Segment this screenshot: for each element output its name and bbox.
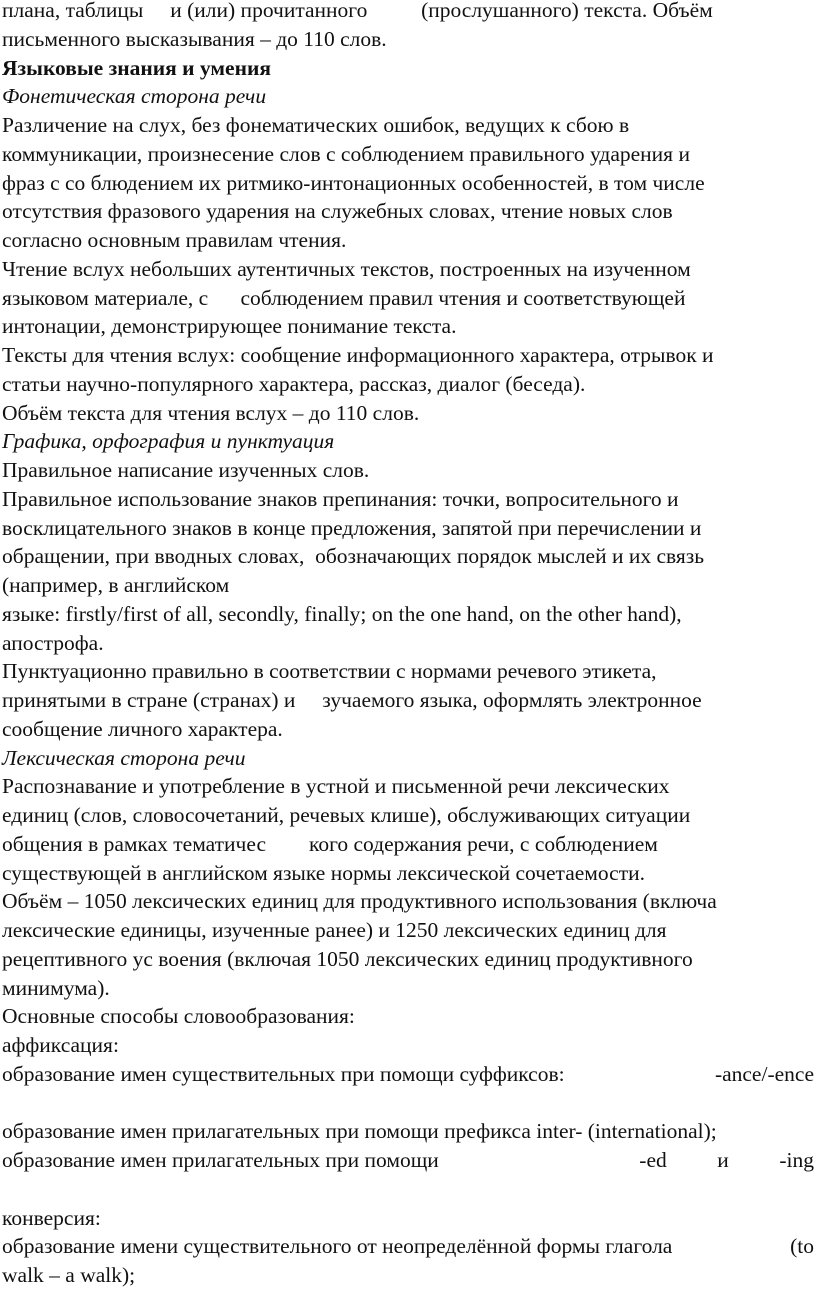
text-line: коммуникации, произнесение слов с соблюдением правильного ударения и xyxy=(2,141,690,166)
text-line: Различение на слух, без фонематических ошибок, ведущих к сбою в xyxy=(2,113,630,137)
text-line: лексические единицы, изученные ранее) и 1250 лексических единиц для xyxy=(2,918,667,942)
subsection-heading: Графика, орфография и пунктуация xyxy=(2,429,335,454)
text-line: восклицательного знаков в конце предложения, запятой при перечислении и xyxy=(2,515,702,540)
text-line: согласно основным правилам чтения. xyxy=(2,228,347,252)
text-line xyxy=(2,1232,814,1261)
text-line: письменного высказывания – до 110 слов. xyxy=(2,26,387,51)
text-line: Чтение вслух небольших аутентичных текстов, построенных на изученном xyxy=(2,256,691,281)
text-line: Объём – 1050 лексических единиц для продуктивного использования (включа xyxy=(2,889,717,914)
subsection-heading: Фонетическая сторона речи xyxy=(2,84,267,109)
text-line: фраз с со блюдением их ритмико-интонационных особенностей, в том числе xyxy=(2,170,705,195)
blank-line xyxy=(2,1175,816,1204)
text-line: существующей в английском языке нормы лексической сочетаемости. xyxy=(2,860,646,885)
blank-line xyxy=(2,1089,816,1118)
text-line: языке: firstly/first of all, secondly, finally; on the one hand, on the other hand), xyxy=(2,601,682,626)
text-fragment: -ed xyxy=(639,1148,667,1172)
text-line: интонации, демонстрирующее понимание текста. xyxy=(2,314,457,339)
text-fragment: (to xyxy=(790,1234,814,1259)
text-line: Объём текста для чтения вслух – до 110 слов. xyxy=(2,400,420,425)
text-line: апострофа. xyxy=(2,630,104,655)
text-fragment: и xyxy=(717,1148,729,1172)
text-fragment: -ing xyxy=(779,1148,814,1172)
text-line: отсутствия фразового ударения на служебных словах, чтение новых слов xyxy=(2,199,673,224)
text-line: единиц (слов, словосочетаний, речевых клише), обслуживающих ситуации xyxy=(2,803,691,827)
text-line: Пунктуационно правильно в соответствии с нормами речевого этикета, xyxy=(2,659,657,684)
text-line: общения в рамках тематичес кого содержания речи, с соблюдением xyxy=(2,831,658,856)
text-line: статьи научно-популярного характера, рассказ, диалог (беседа). xyxy=(2,371,586,396)
text-line xyxy=(2,1146,814,1175)
text-fragment: образование имени существительного от неопределённой формы глагола xyxy=(2,1234,673,1259)
text-line: (например, в английском xyxy=(2,573,230,597)
text-line: Правильное использование знаков препинания: точки, вопросительного и xyxy=(2,486,679,511)
text-fragment: образование имен существительных при помощи суффиксов: xyxy=(2,1061,565,1086)
text-line: плана, таблицы и (или) прочитанного (прослушанного) текста. Объём xyxy=(2,0,713,22)
text-line: рецептивного ус воения (включая 1050 лексических единиц продуктивного xyxy=(2,946,693,971)
section-heading: Языковые знания и умения xyxy=(2,55,271,80)
text-line: языковом материале, с соблюдением правил чтения и соответствующей xyxy=(2,285,686,310)
text-line: Распознавание и употребление в устной и письменной речи лексических xyxy=(2,774,670,799)
subsection-heading: Лексическая сторона речи xyxy=(2,745,246,770)
text-line: принятыми в стране (странах) и зучаемого языка, оформлять электронное xyxy=(2,688,702,712)
text-line: минимума). xyxy=(2,975,110,1000)
text-line: Основные способы словообразования: xyxy=(2,1004,355,1029)
text-line: образование имен прилагательных при помощи префикса inter- (international); xyxy=(2,1119,717,1144)
text-line: конверсия: xyxy=(2,1205,101,1230)
text-fragment: образование имен прилагательных при помощи xyxy=(2,1148,439,1172)
text-line: обращении, при вводных словах, обозначающих порядок мыслей и их связь xyxy=(2,544,705,569)
text-line: Правильное написание изученных слов. xyxy=(2,458,370,482)
text-fragment: -ance/-ence xyxy=(714,1061,814,1086)
text-line xyxy=(2,1060,814,1089)
text-line: сообщение личного характера. xyxy=(2,716,283,741)
text-line: аффиксация: xyxy=(2,1033,119,1057)
text-line: walk – a walk); xyxy=(2,1263,136,1287)
text-line: Тексты для чтения вслух: сообщение информационного характера, отрывок и xyxy=(2,343,714,367)
